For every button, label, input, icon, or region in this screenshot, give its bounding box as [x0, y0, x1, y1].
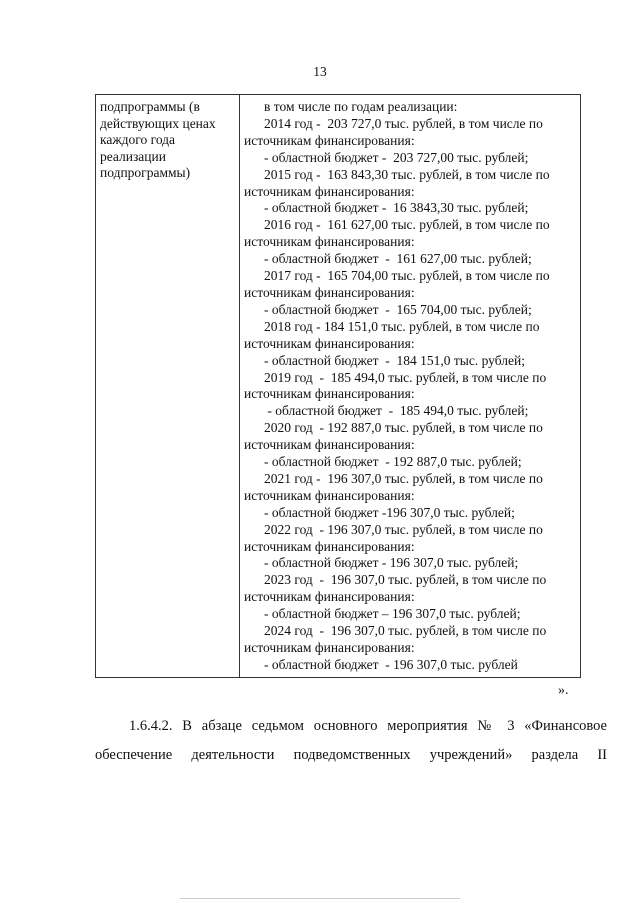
table-right-cell — [240, 95, 580, 677]
closing-quote: ». — [558, 683, 569, 698]
funding-line: - областной бюджет - 165 704,00 тыс. рублей; — [264, 301, 532, 317]
funding-line: источникам финансирования: — [244, 183, 415, 199]
paragraph-line-1: 1.6.4.2. В абзаце седьмом основного мероприятия № 3 «Финансовое — [129, 718, 607, 734]
funding-line: 2024 год - 196 307,0 тыс. рублей, в том числе по — [264, 623, 547, 639]
funding-line: - областной бюджет - 203 727,00 тыс. рублей; — [264, 149, 529, 165]
funding-line: - областной бюджет - 161 627,00 тыс. рублей; — [264, 251, 532, 267]
funding-line: - областной бюджет - 184 151,0 тыс. рублей; — [264, 352, 525, 368]
funding-line: - областной бюджет -196 307,0 тыс. рублей; — [264, 504, 515, 520]
left-cell-line: каждого года — [100, 132, 176, 147]
funding-line: источникам финансирования: — [244, 335, 415, 351]
table-left-cell — [96, 95, 240, 677]
left-cell-line: подпрограммы) — [100, 165, 191, 180]
funding-line: 2019 год - 185 494,0 тыс. рублей, в том числе по — [264, 369, 547, 385]
funding-line: источникам финансирования: — [244, 234, 415, 250]
funding-line: источникам финансирования: — [244, 538, 415, 554]
funding-line: 2014 год - 203 727,0 тыс. рублей, в том числе по — [264, 115, 543, 131]
paragraph-line-2: обеспечение деятельности подведомственных учреждений» раздела II — [95, 747, 607, 763]
funding-line: 2020 год - 192 887,0 тыс. рублей, в том числе по — [264, 420, 543, 436]
funding-line: 2022 год - 196 307,0 тыс. рублей, в том числе по — [264, 521, 543, 537]
funding-line: 2015 год - 163 843,30 тыс. рублей, в том числе по — [264, 166, 550, 182]
funding-line: - областной бюджет - 196 307,0 тыс. рублей; — [264, 555, 519, 571]
funding-line: 2016 год - 161 627,00 тыс. рублей, в том числе по — [264, 217, 550, 233]
funding-line: источникам финансирования: — [244, 386, 415, 402]
funding-line: - областной бюджет - 16 3843,30 тыс. рублей; — [264, 200, 529, 216]
left-cell-line: подпрограммы (в — [100, 99, 200, 114]
funding-line: - областной бюджет - 192 887,0 тыс. рублей; — [264, 454, 522, 470]
funding-line: 2021 год - 196 307,0 тыс. рублей, в том числе по — [264, 470, 543, 486]
left-cell-line: действующих ценах — [100, 115, 216, 131]
funding-line: 2018 год - 184 151,0 тыс. рублей, в том числе по — [264, 318, 540, 334]
funding-line: источникам финансирования: — [244, 640, 415, 655]
scan-edge-line — [180, 898, 460, 899]
funding-line: - областной бюджет – 196 307,0 тыс. рублей; — [264, 606, 521, 622]
funding-line: источникам финансирования: — [244, 284, 415, 300]
funding-line: источникам финансирования: — [244, 437, 415, 453]
funding-line: - областной бюджет - 196 307,0 тыс. рублей — [264, 656, 518, 672]
funding-line: 2023 год - 196 307,0 тыс. рублей, в том числе по — [264, 572, 547, 588]
left-cell-line: реализации — [100, 148, 166, 164]
page-number: 13 — [313, 64, 327, 79]
funding-line: источникам финансирования: — [244, 132, 415, 148]
funding-line: 2017 год - 165 704,00 тыс. рублей, в том числе по — [264, 268, 550, 284]
funding-table — [95, 94, 581, 678]
funding-line: - областной бюджет - 185 494,0 тыс. рублей; — [264, 403, 529, 419]
funding-line: источникам финансирования: — [244, 589, 415, 605]
funding-line: источникам финансирования: — [244, 487, 415, 503]
funding-line: в том числе по годам реализации: — [264, 99, 458, 114]
